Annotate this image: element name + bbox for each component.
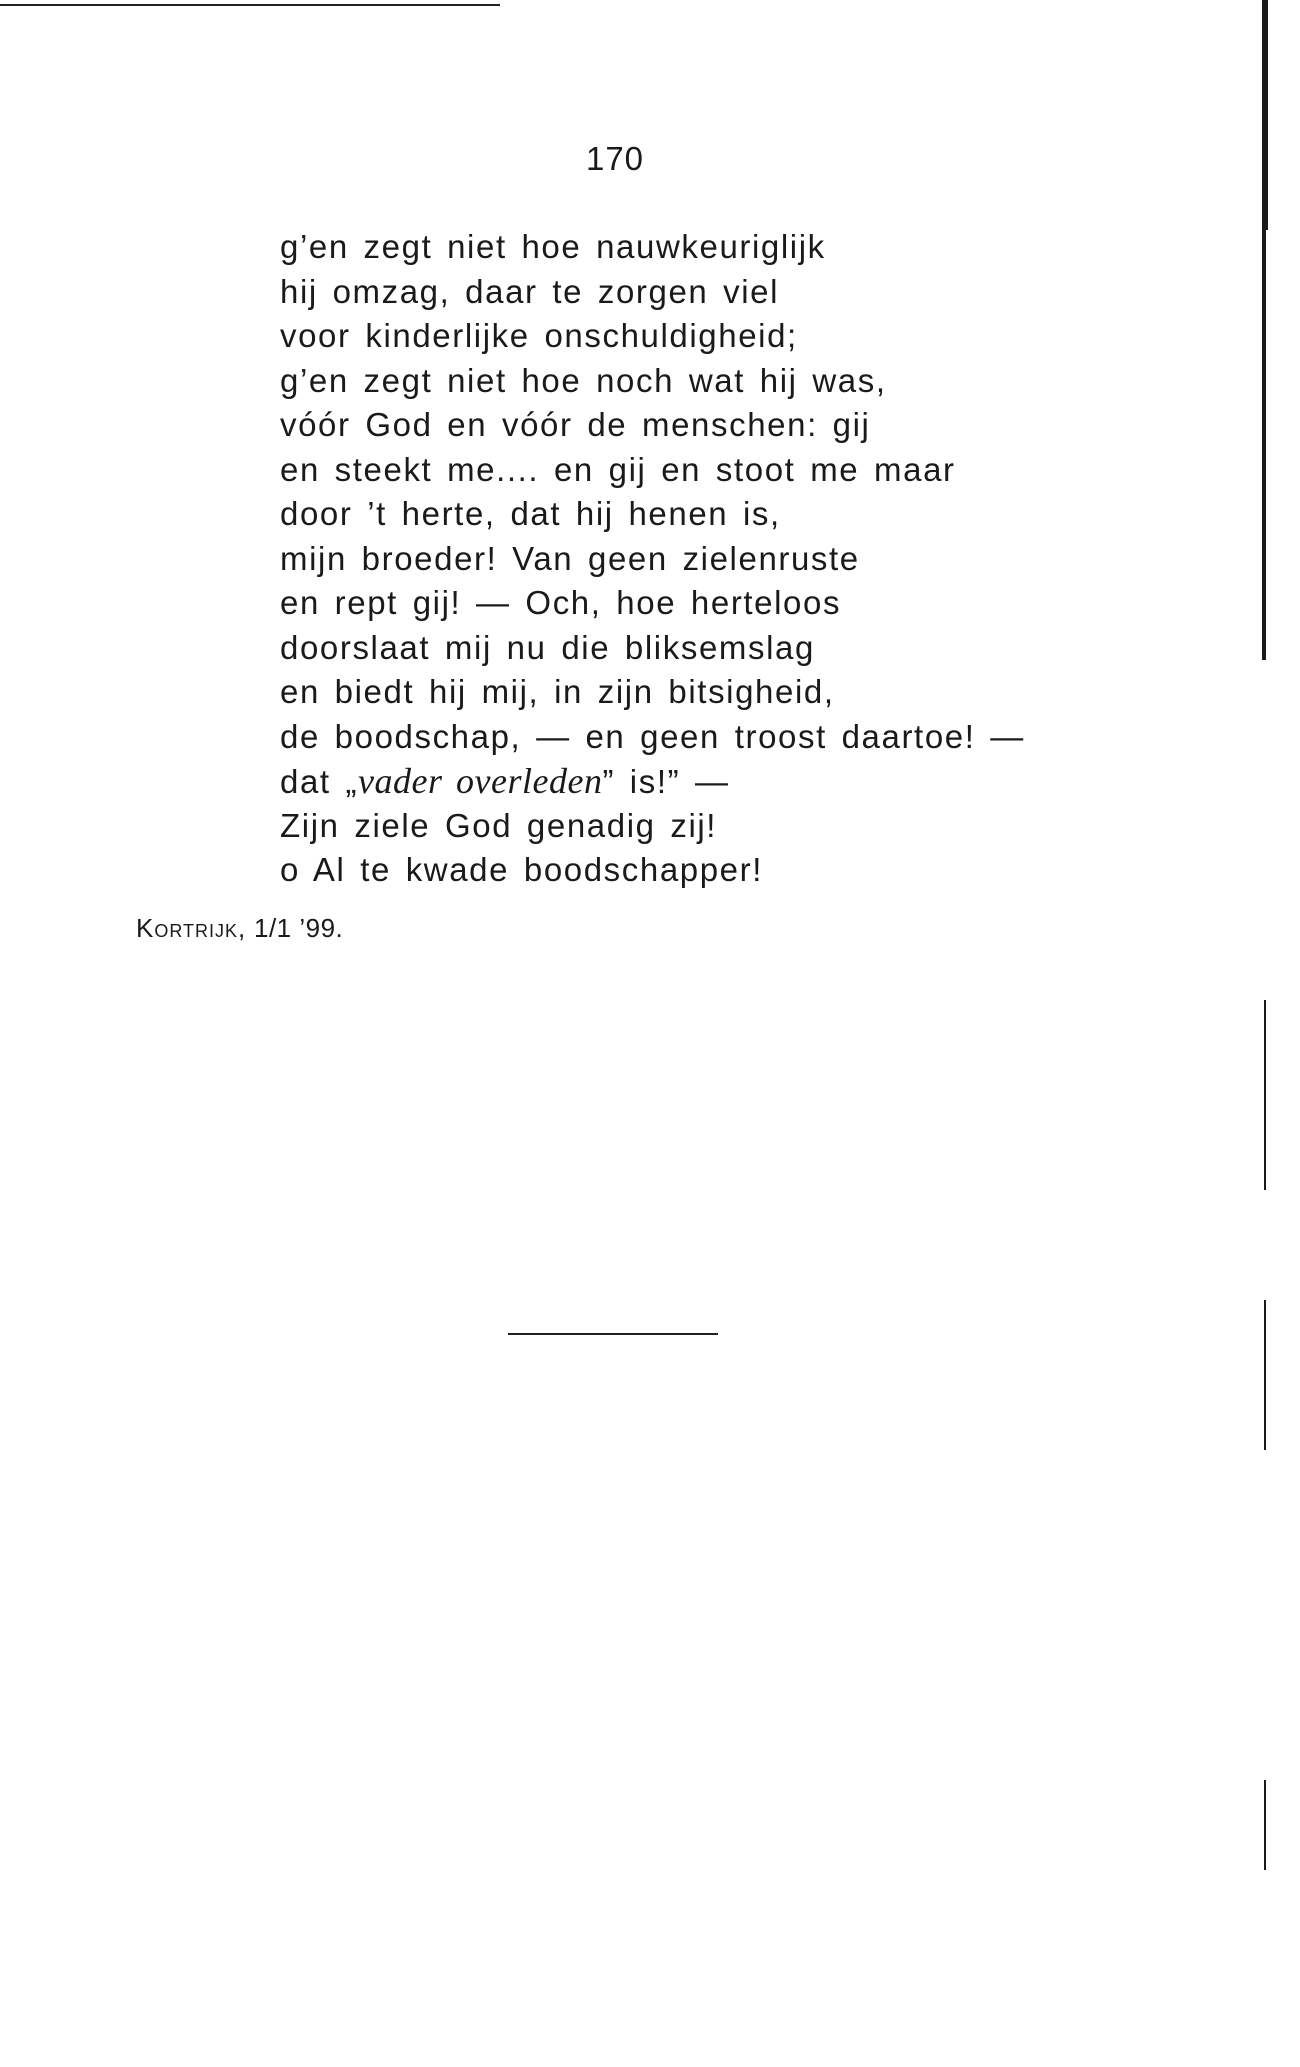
quote-italic: vader overleden: [358, 761, 603, 801]
scan-edge-line: [1264, 1000, 1266, 1190]
place-date: [136, 913, 343, 944]
scan-edge-line: [1266, 0, 1268, 230]
poem-body: [280, 225, 1025, 893]
quote-suffix: ” is!” —: [602, 763, 730, 800]
poem-line: voor kinderlijke onschuldigheid;: [280, 317, 798, 354]
poem-line: g’en zegt niet hoe nauwkeuriglijk: [280, 228, 826, 265]
top-edge-rule: [0, 4, 500, 6]
poem-line: hij omzag, daar te zorgen viel: [280, 272, 780, 310]
poem-line: Zijn ziele God genadig zij!: [280, 806, 718, 844]
poem-line-quote: [280, 759, 1025, 804]
poem-line: en rept gij! — Och, hoe herteloos: [280, 584, 842, 621]
date: 1/1 ’99.: [253, 913, 344, 943]
poem-line: o Al te kwade boodschapper!: [280, 851, 763, 888]
scan-edge-line: [1264, 1300, 1266, 1450]
poem-line: doorslaat mij nu die bliksemslag: [280, 628, 815, 666]
poem-line: de boodschap, — en geen troost daartoe! —: [280, 717, 1025, 755]
poem-line: en steekt me.... en gij en stoot me maar: [280, 450, 956, 488]
end-rule: [508, 1333, 718, 1335]
scan-edge-line: [1264, 1780, 1266, 1870]
place-name: Kortrijk,: [136, 913, 247, 943]
poem-line: vóór God en vóór de menschen: gij: [280, 406, 871, 443]
poem-line: door ’t herte, dat hij henen is,: [280, 495, 781, 532]
poem-line: g’en zegt niet hoe noch wat hij was,: [280, 361, 887, 399]
page-number: 170: [585, 140, 645, 177]
quote-prefix: dat „: [280, 763, 359, 800]
poem-line: en biedt hij mij, in zijn bitsigheid,: [280, 673, 835, 710]
poem-line: mijn broeder! Van geen zielenruste: [280, 539, 860, 577]
